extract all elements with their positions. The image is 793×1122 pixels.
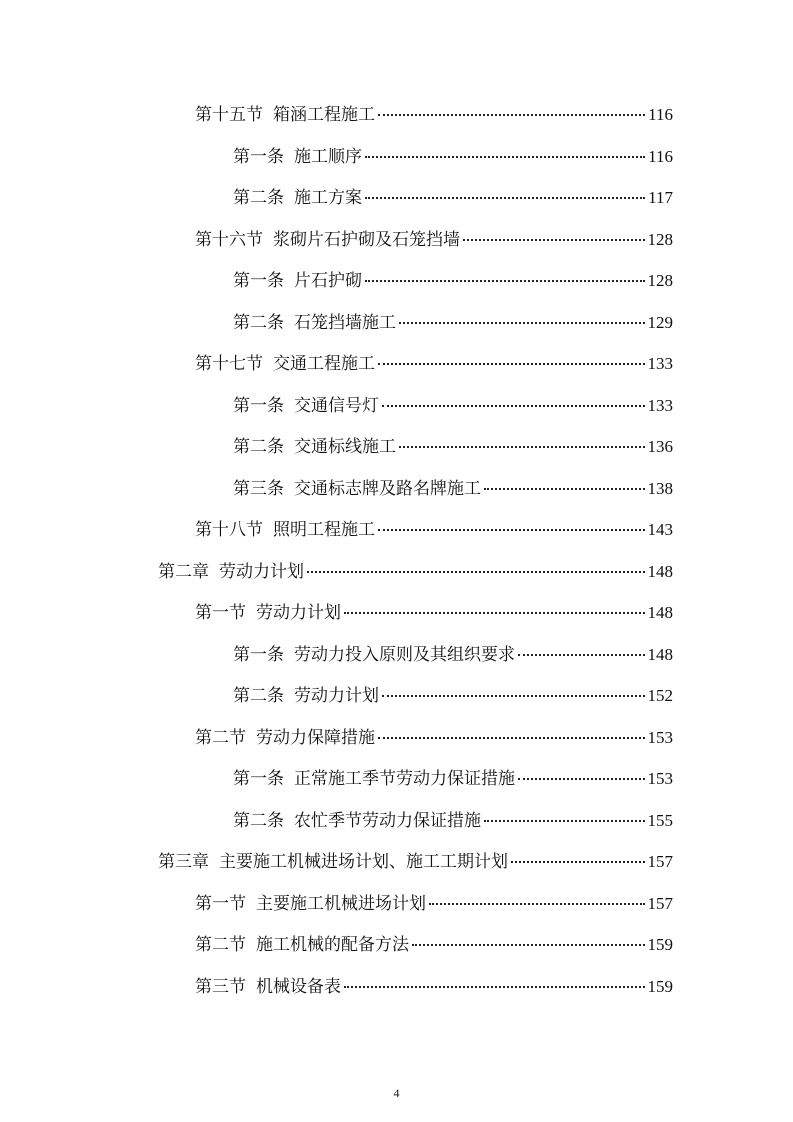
toc-entry[interactable]: [0, 424, 793, 466]
toc-entry-line: [233, 308, 673, 333]
toc-entry-number: 第一条: [233, 271, 284, 292]
toc-entry-page: 157: [647, 893, 673, 913]
toc-entry-number: 第二条: [233, 188, 284, 209]
toc-entry-title: 片石护砌: [294, 271, 362, 292]
toc-entry[interactable]: [0, 507, 793, 549]
toc-entry-page: 133: [647, 354, 673, 374]
toc-entry-title: 主要施工机械进场计划、施工工期计划: [219, 852, 508, 873]
toc-entry-number: 第三条: [233, 478, 284, 499]
toc-entry-title: 照明工程施工: [273, 520, 375, 541]
toc-entry-line: [233, 391, 673, 416]
toc-entry-number: 第一条: [233, 644, 284, 665]
toc-dot-leader: [378, 529, 645, 531]
toc-entry-page: 159: [647, 976, 673, 996]
toc-entry-line: [233, 806, 673, 831]
toc-entry-title: 交通工程施工: [273, 354, 375, 375]
toc-entry-number: 第二条: [233, 686, 284, 707]
toc-dot-leader: [399, 322, 645, 324]
toc-dot-leader: [429, 903, 645, 905]
toc-entry[interactable]: [0, 92, 793, 134]
toc-entry-line: [233, 764, 673, 789]
toc-dot-leader: [382, 695, 645, 697]
toc-entry-number: 第三节: [195, 976, 246, 997]
toc-entry[interactable]: [0, 922, 793, 964]
toc-entry-page: 117: [648, 188, 673, 208]
toc-entry-line: [233, 183, 673, 208]
toc-entry-line: [195, 349, 673, 374]
toc-entry-title: 石笼挡墙施工: [294, 312, 396, 333]
toc-entry-line: [233, 681, 673, 706]
toc-entry-page: 133: [647, 395, 673, 415]
toc-entry[interactable]: [0, 798, 793, 840]
toc-entry-page: 157: [647, 852, 673, 872]
toc-entry[interactable]: [0, 383, 793, 425]
toc-entry-page: 129: [647, 312, 673, 332]
toc-entry-title: 交通标线施工: [294, 437, 396, 458]
toc-entry-page: 136: [647, 437, 673, 457]
toc-entry-line: [195, 100, 673, 125]
toc-entry-number: 第十五节: [195, 105, 263, 126]
toc-entry-line: [195, 930, 673, 955]
toc-dot-leader: [365, 156, 645, 158]
toc-entry-page: 153: [647, 727, 673, 747]
toc-entry-line: [233, 432, 673, 457]
toc-dot-leader: [378, 363, 645, 365]
toc-dot-leader: [344, 986, 645, 988]
toc-entry-line: [195, 723, 673, 748]
toc-dot-leader: [518, 654, 645, 656]
toc-entry-number: 第二条: [233, 810, 284, 831]
toc-entry-title: 浆砌片石护砌及石笼挡墙: [273, 229, 460, 250]
toc-dot-leader: [378, 737, 645, 739]
toc-entry-number: 第一条: [233, 769, 284, 790]
toc-dot-leader: [484, 488, 645, 490]
toc-dot-leader: [378, 114, 645, 116]
toc-dot-leader: [511, 861, 645, 863]
toc-entry-title: 主要施工机械进场计划: [256, 893, 426, 914]
toc-entry-page: 116: [648, 146, 673, 166]
toc-entry-page: 143: [647, 520, 673, 540]
toc-entry[interactable]: [0, 673, 793, 715]
toc-entry-page: 128: [647, 271, 673, 291]
toc-entry-number: 第十八节: [195, 520, 263, 541]
toc-entry-number: 第十六节: [195, 229, 263, 250]
toc-entry[interactable]: [0, 466, 793, 508]
toc-entry-page: 148: [647, 603, 673, 623]
toc-entry-title: 劳动力投入原则及其组织要求: [294, 644, 515, 665]
toc-entry[interactable]: [0, 175, 793, 217]
toc-dot-leader: [518, 778, 645, 780]
toc-entry-number: 第二节: [195, 935, 246, 956]
toc-entry[interactable]: [0, 881, 793, 923]
toc-entry-number: 第一节: [195, 893, 246, 914]
toc-entry-title: 劳动力计划: [219, 561, 304, 582]
toc-entry[interactable]: [0, 258, 793, 300]
toc-entry-title: 施工顺序: [294, 146, 362, 167]
toc-entry-title: 机械设备表: [256, 976, 341, 997]
toc-entry[interactable]: [0, 134, 793, 176]
toc-entry-title: 交通信号灯: [294, 395, 379, 416]
toc-dot-leader: [365, 280, 645, 282]
toc-dot-leader: [484, 820, 645, 822]
toc-dot-leader: [463, 239, 645, 241]
toc-entry[interactable]: [0, 839, 793, 881]
toc-entry-page: 148: [647, 561, 673, 581]
toc-entry-number: 第一条: [233, 146, 284, 167]
toc-entry[interactable]: [0, 549, 793, 591]
toc-entry-page: 155: [647, 810, 673, 830]
toc-entry-number: 第三章: [158, 852, 209, 873]
toc-dot-leader: [382, 405, 645, 407]
toc-entry-page: 116: [648, 105, 673, 125]
toc-entry-title: 交通标志牌及路名牌施工: [294, 478, 481, 499]
toc-entry-page: 152: [647, 686, 673, 706]
toc-entry[interactable]: [0, 300, 793, 342]
toc-entry-number: 第二条: [233, 312, 284, 333]
toc-entry-title: 农忙季节劳动力保证措施: [294, 810, 481, 831]
toc-entry-line: [233, 142, 673, 167]
toc-entry[interactable]: [0, 715, 793, 757]
toc-entry[interactable]: [0, 632, 793, 674]
toc-entry-number: 第十七节: [195, 354, 263, 375]
toc-entry-page: 148: [647, 644, 673, 664]
toc-dot-leader: [365, 197, 645, 199]
toc-entry-title: 劳动力计划: [256, 603, 341, 624]
table-of-contents: [0, 92, 793, 1005]
toc-entry-page: 159: [647, 935, 673, 955]
toc-entry-number: 第二章: [158, 561, 209, 582]
toc-entry-page: 153: [647, 769, 673, 789]
toc-entry-title: 施工方案: [294, 188, 362, 209]
toc-entry-line: [195, 889, 673, 914]
toc-entry-title: 劳动力计划: [294, 686, 379, 707]
toc-entry-line: [195, 972, 673, 997]
toc-entry-number: 第二条: [233, 437, 284, 458]
toc-entry[interactable]: [0, 756, 793, 798]
toc-entry-line: [158, 847, 673, 872]
toc-entry-line: [233, 474, 673, 499]
toc-entry-title: 劳动力保障措施: [256, 727, 375, 748]
toc-entry-title: 正常施工季节劳动力保证措施: [294, 769, 515, 790]
toc-entry[interactable]: [0, 341, 793, 383]
toc-entry-number: 第二节: [195, 727, 246, 748]
toc-dot-leader: [399, 446, 645, 448]
toc-dot-leader: [412, 944, 645, 946]
toc-entry-line: [158, 557, 673, 582]
toc-entry-number: 第一节: [195, 603, 246, 624]
page-number: 4: [393, 1086, 400, 1100]
toc-entry-page: 138: [647, 478, 673, 498]
toc-entry-line: [233, 266, 673, 291]
toc-dot-leader: [344, 612, 645, 614]
toc-entry[interactable]: [0, 964, 793, 1006]
toc-entry[interactable]: [0, 217, 793, 259]
toc-dot-leader: [307, 571, 645, 573]
toc-entry-title: 施工机械的配备方法: [256, 935, 409, 956]
toc-entry-page: 128: [647, 229, 673, 249]
toc-entry-number: 第一条: [233, 395, 284, 416]
toc-entry-line: [195, 225, 673, 250]
toc-entry-line: [195, 598, 673, 623]
toc-entry-line: [195, 515, 673, 540]
toc-entry[interactable]: [0, 590, 793, 632]
toc-entry-title: 箱涵工程施工: [273, 105, 375, 126]
toc-entry-line: [233, 640, 673, 665]
